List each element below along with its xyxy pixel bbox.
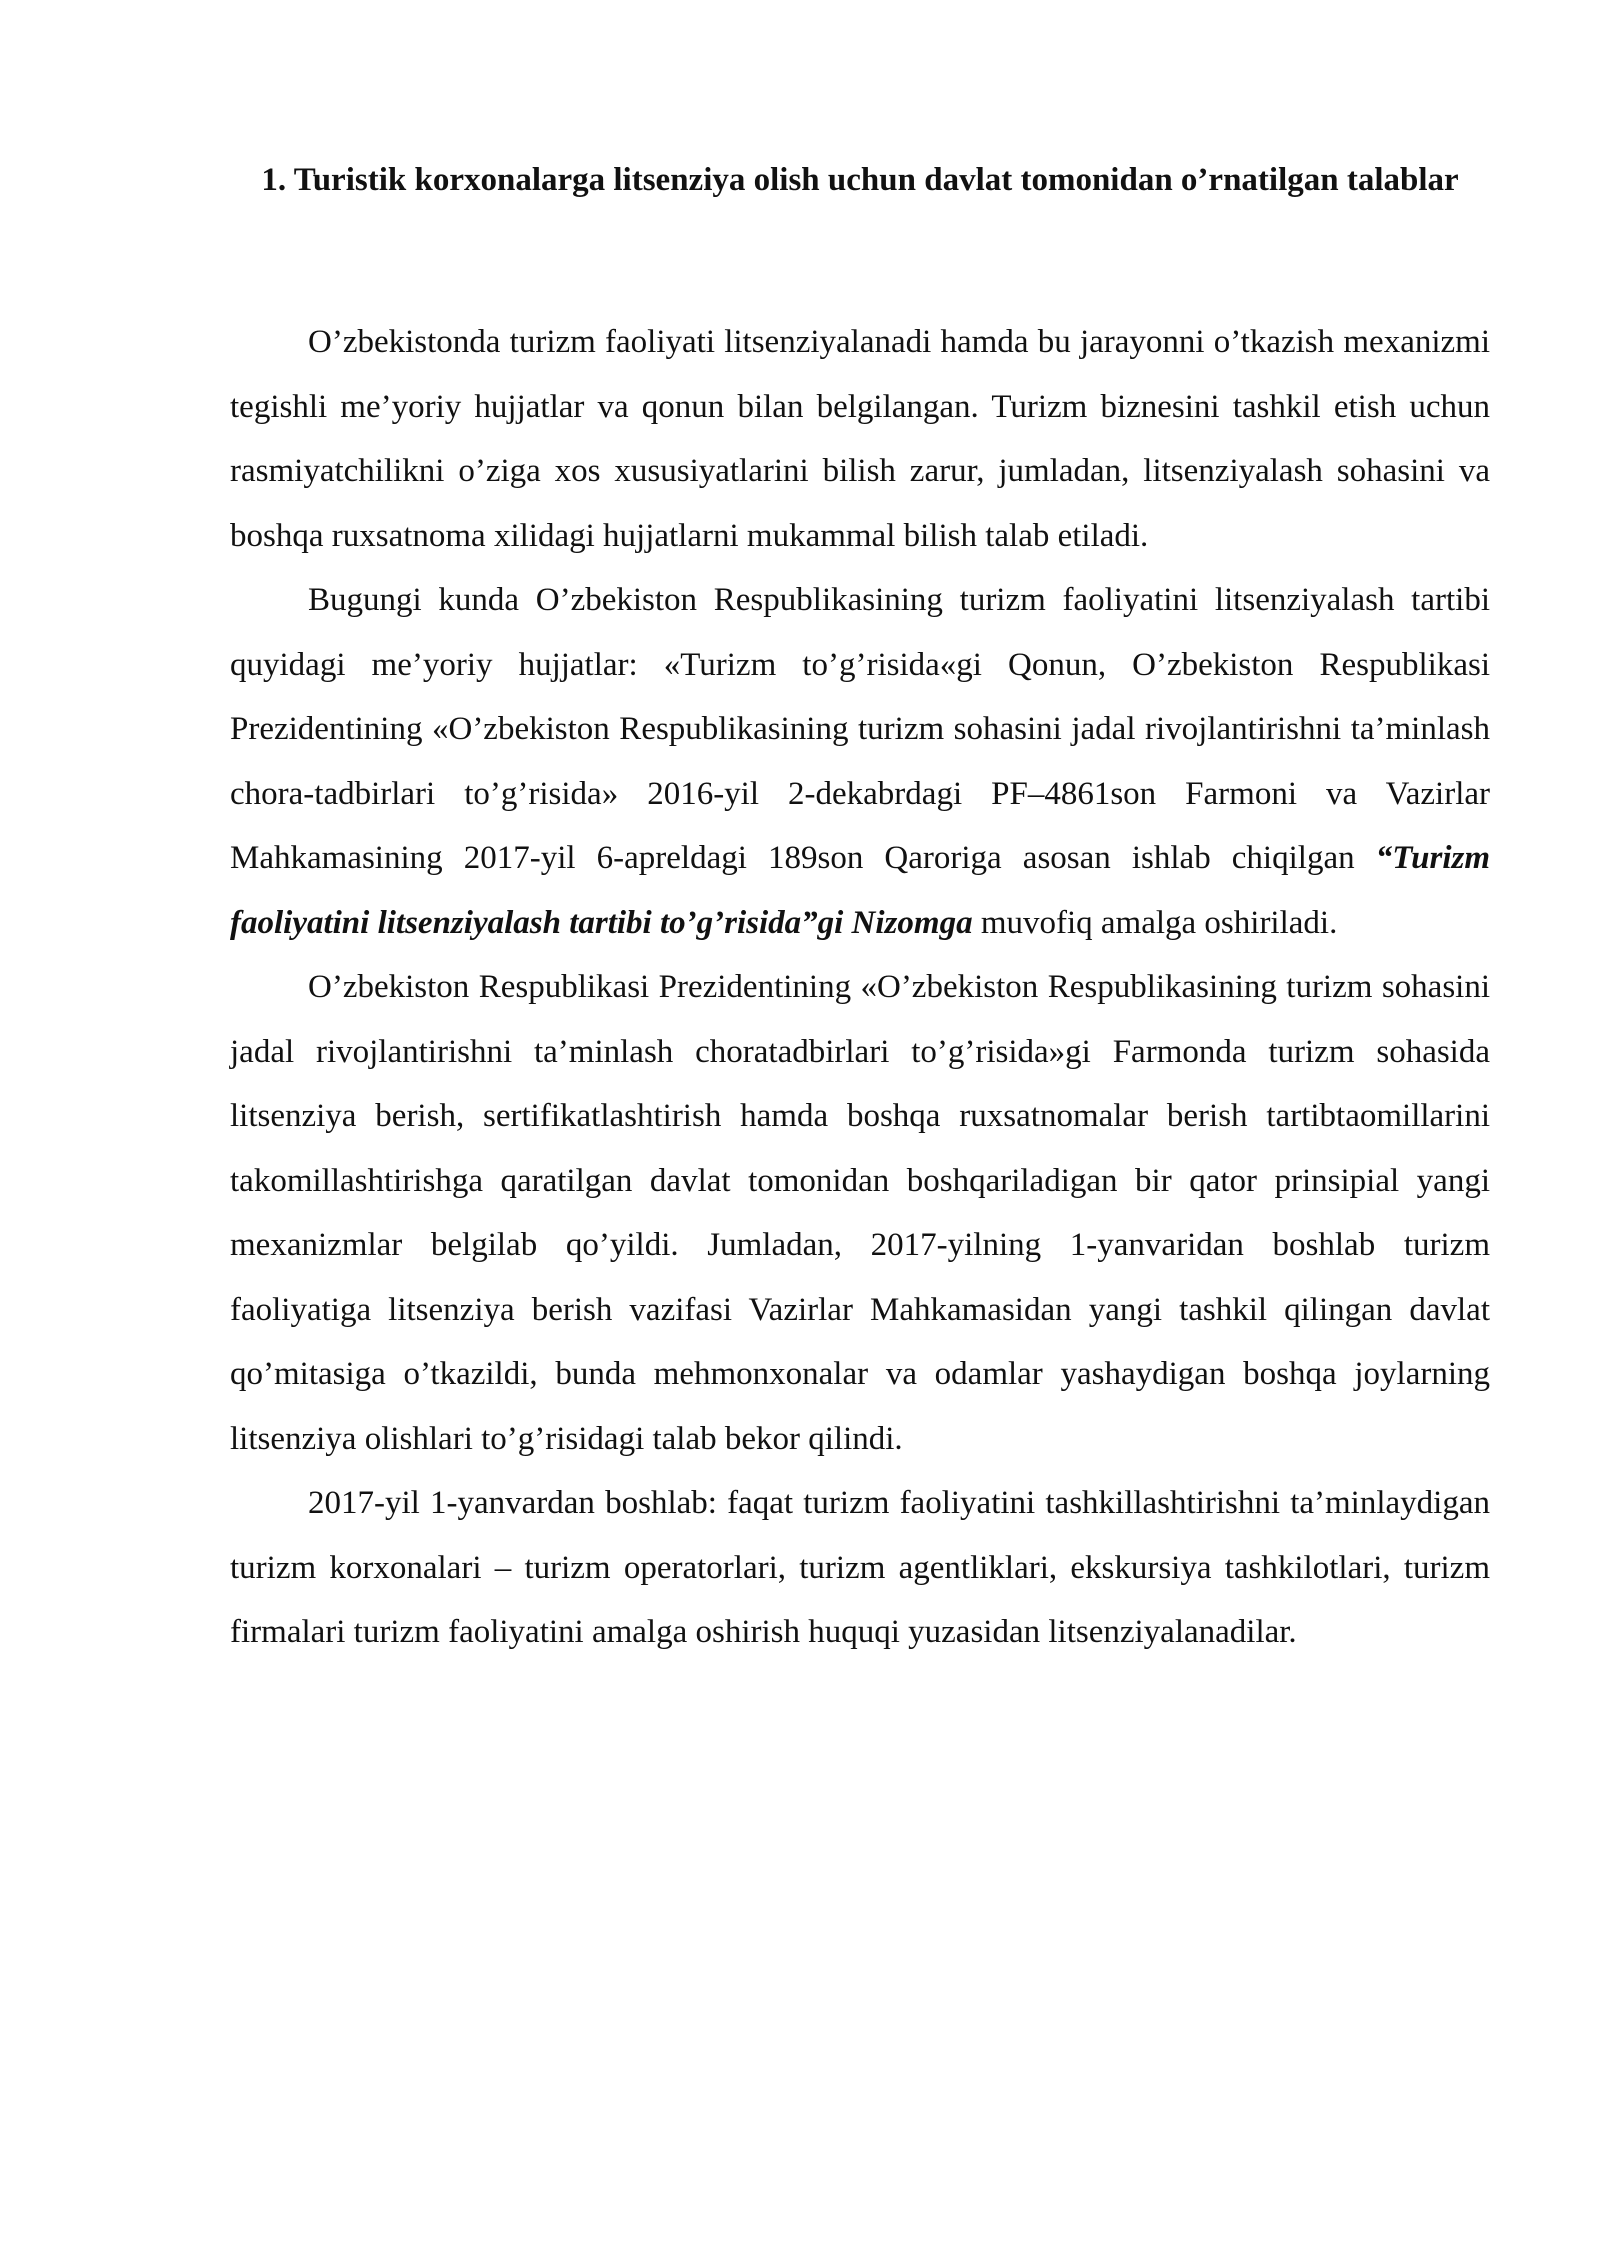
paragraph-2 [230,568,1490,955]
paragraph-3: O’zbekiston Respublikasi Prezidentining «O’zbekiston Respublikasining turizm sohasini jadal rivojlantirishni ta’minlash choratadbirlari to’g’risida»gi Farmonda turizm sohasida litsenziya berish, sertifikatlashtirish hamda boshqa ruxsatnomalar berish tartibtaomillarini takomillashtirishga qaratilgan davlat tomonidan boshqariladigan bir qator prinsipial yangi mexanizmlar belgilab qo’yildi. Jumladan, 2017-yilning 1-yanvaridan boshlab turizm faoliyatiga litsenziya berish vazifasi Vazirlar Mahkamasidan yangi tashkil qilingan davlat qo’mitasiga o’tkazildi, bunda mehmonxonalar va odamlar yashaydigan boshqa joylarning litsenziya olishlari to’g’risidagi talab bekor qilindi. [230,969,1490,1457]
document-page [230,140,1490,1665]
section-heading: 1. Turistik korxonalarga litsenziya olish uchun davlat tomonidan o’rnatilgan talablar [261,162,1459,198]
paragraph-2-text-start: Bugungi kunda O’zbekiston Respublikasining turizm faoliyatini litsenziyalash tartibi quyidagi me’yoriy hujjatlar: «Turizm to’g’risida«gi Qonun, O’zbekiston Respublikasi Prezidentining «O’zbekiston Respublikasining turizm sohasini jadal rivojlantirishni ta’minlash chora-tadbirlari to’g’risida» 2016-yil 2-dekabrdagi PF–4861son Farmoni va Vazirlar Mahkamasining 2017-yil 6-apreldagi 189son Qaroriga asosan ishlab chiqilgan [230,582,1490,876]
regulation-title-emphasis: “Turizm faoliyatini litsenziyalash tartibi to’g’risida”gi Nizomga [230,840,1490,941]
paragraph-1: O’zbekistonda turizm faoliyati litsenziyalanadi hamda bu jarayonni o’tkazish mexanizmi tegishli me’yoriy hujjatlar va qonun bilan belgilangan. Turizm biznesini tashkil etish uchun rasmiyatchilikni o’ziga xos xususiyatlarini bilish zarur, jumladan, litsenziyalash sohasini va boshqa ruxsatnoma xilidagi hujjatlarni mukammal bilish talab etiladi. [230,324,1490,554]
paragraph-2-text-end: muvofiq amalga oshiriladi. [972,904,1338,941]
document-body [230,310,1490,1665]
paragraph-4: 2017-yil 1-yanvardan boshlab: faqat turizm faoliyatini tashkillashtirishni ta’minlaydigan turizm korxonalari – turizm operatorlari, turizm agentliklari, ekskursiya tashkilotlari, turizm firmalari turizm faoliyatini amalga oshirish huquqi yuzasidan litsenziyalanadilar. [230,1485,1490,1650]
